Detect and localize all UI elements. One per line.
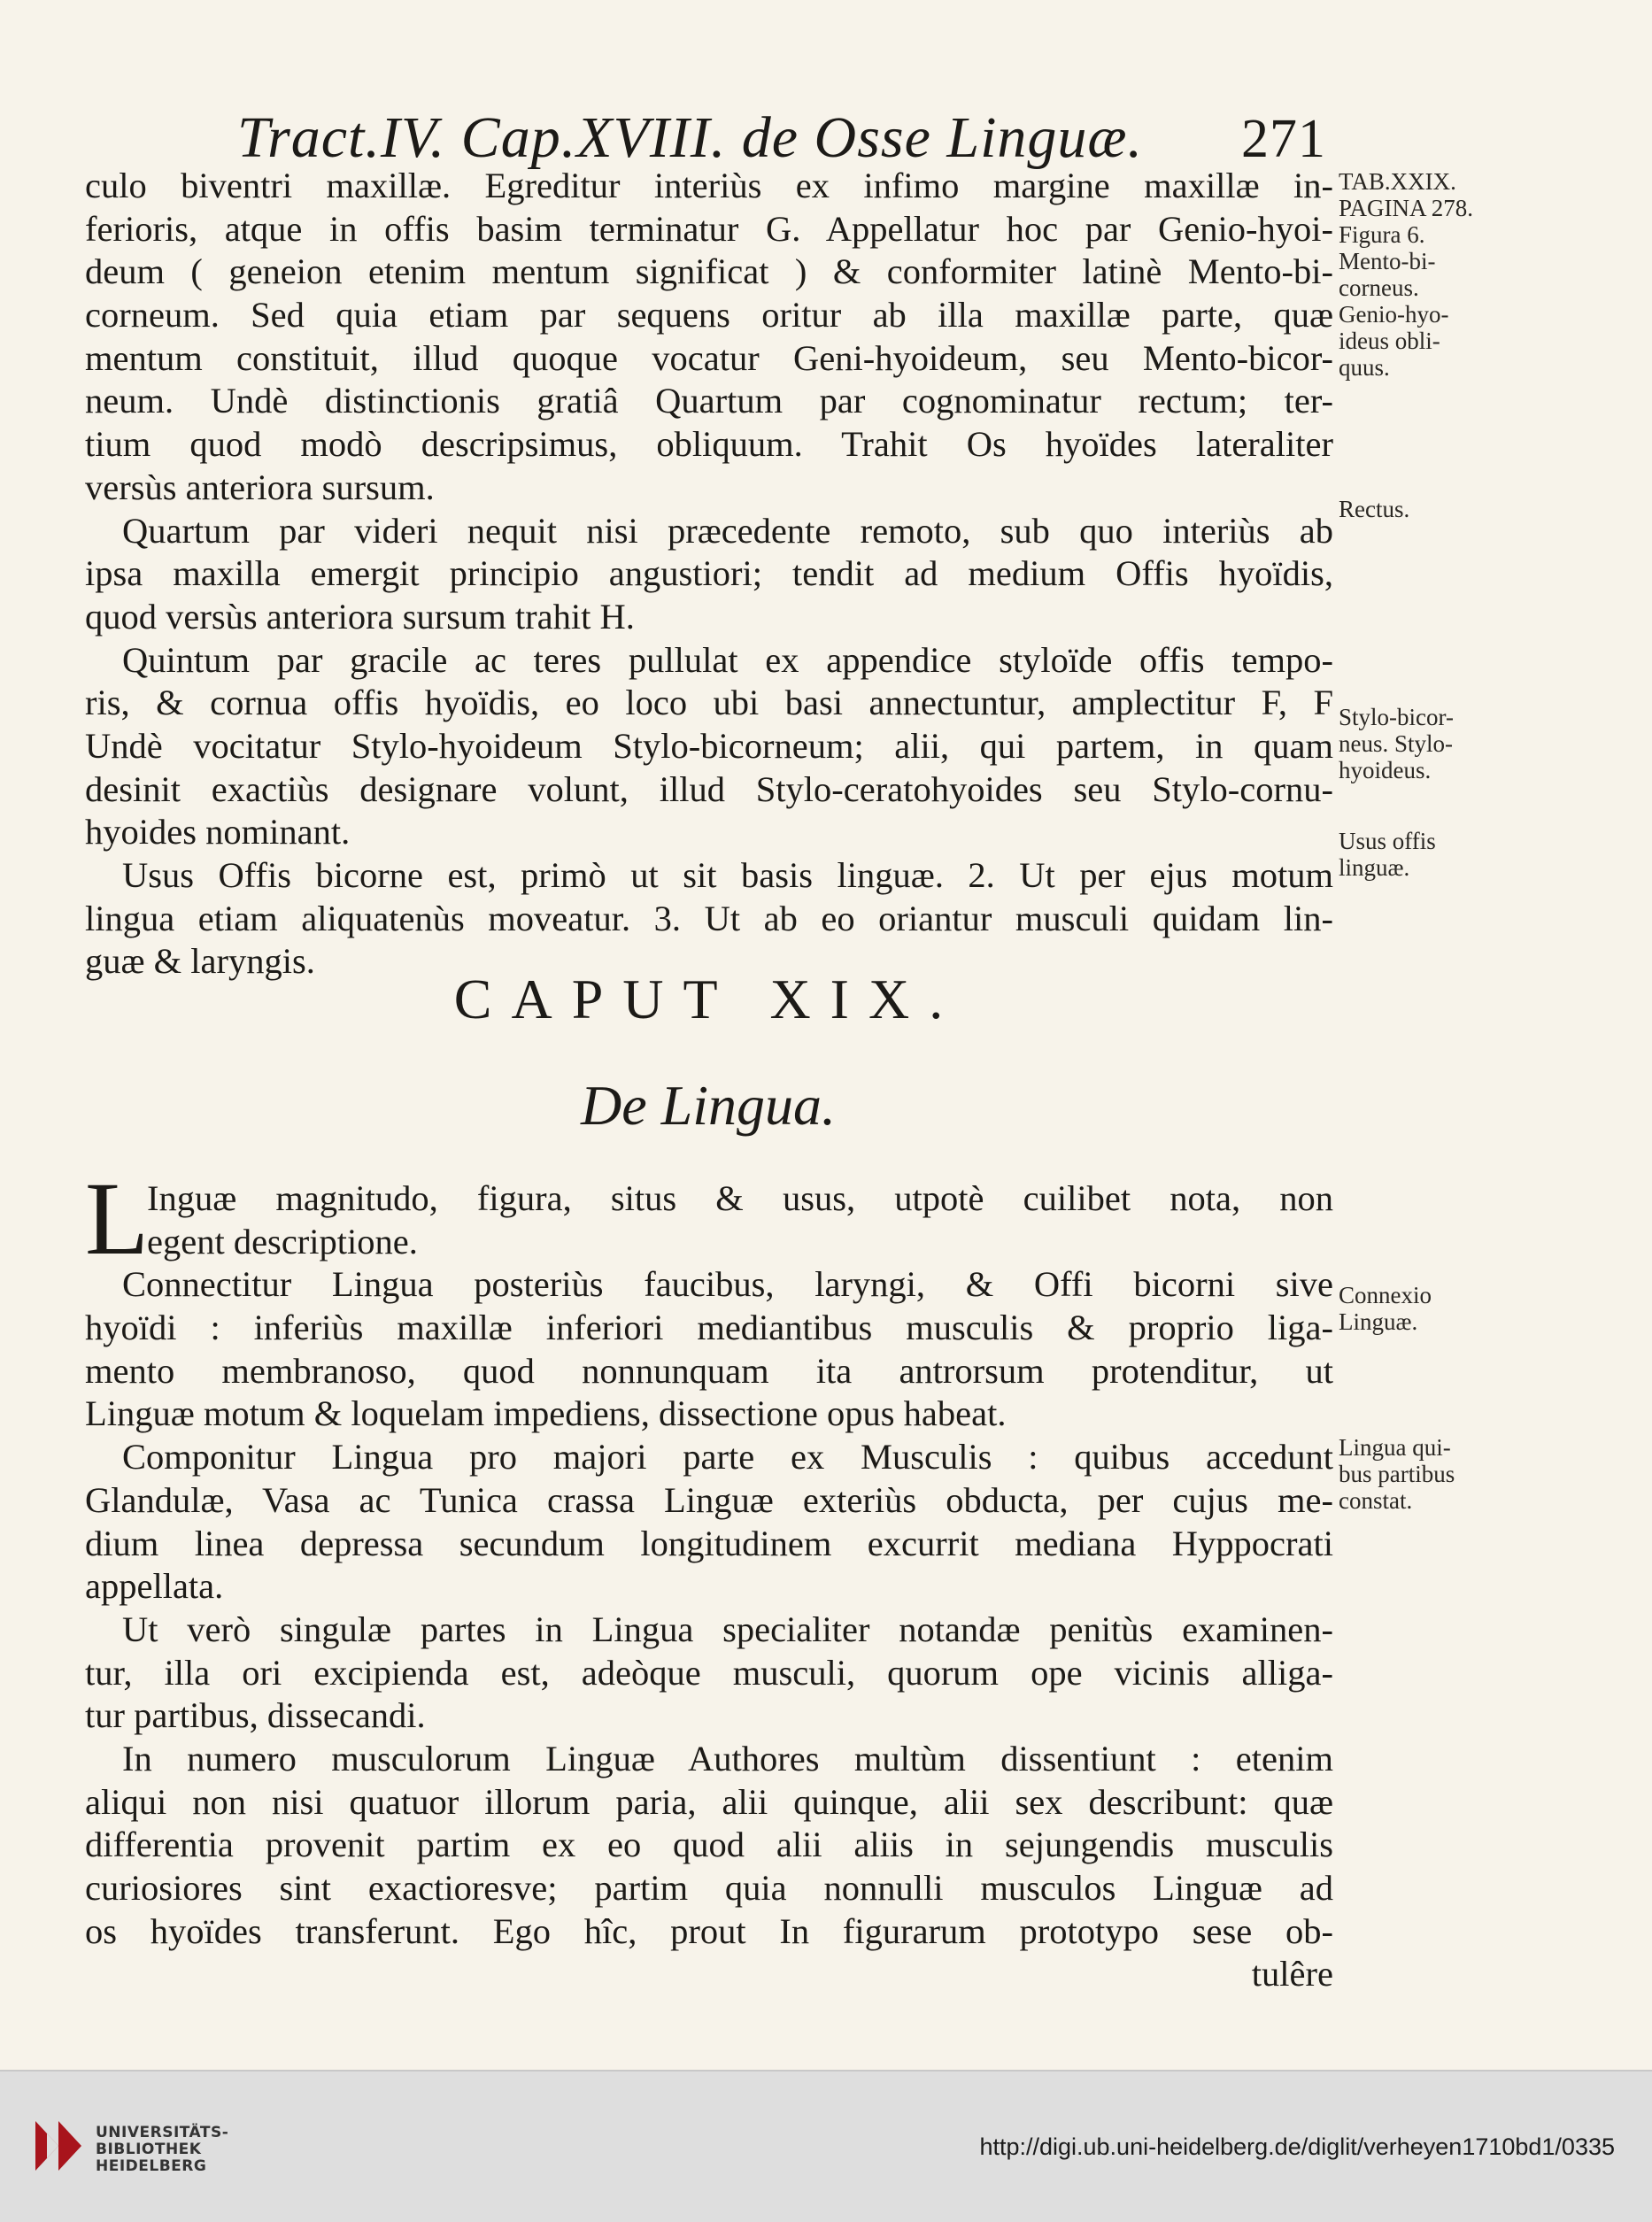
text-line: Componitur Lingua pro majori parte ex Musculis : quibus accedunt: [122, 1437, 1333, 1477]
marginal-note-tab: [1339, 168, 1631, 381]
marginal-line: bus partibus: [1339, 1461, 1455, 1487]
text-line: Quintum par gracile ac teres pullulat ex appendice styloïde offis tempo-: [122, 639, 1333, 680]
catchword: tulêre: [1251, 1954, 1333, 1994]
text-line: In numero musculorum Linguæ Authores multùm dissentiunt : etenim: [122, 1738, 1333, 1778]
top-text-block: [85, 165, 1333, 984]
text-line: lingua etiam aliquatenùs moveatur. 3. Ut ab eo oriantur musculi quidam lin-: [85, 898, 1333, 938]
text-line: mentum constituit, illud quoque vocatur Geni-hyoideum, seu Mento-bicor-: [85, 337, 1333, 378]
bottom-text-block: [85, 1177, 1333, 1996]
text-line: hyoides nominant.: [85, 812, 351, 853]
marginal-note-lingua: [1339, 1434, 1631, 1514]
text-line: os hyoïdes transferunt. Ego hîc, prout In figurarum prototypo sese ob-: [85, 1910, 1333, 1951]
marginal-line: Genio-hyo-: [1339, 301, 1449, 328]
marginal-line: Linguæ.: [1339, 1308, 1418, 1335]
text-line: Inguæ magnitudo, figura, situs & usus, utpotè cuilibet nota, non: [147, 1178, 1333, 1218]
library-logo-icon: [32, 2118, 85, 2174]
text-line: tur partibus, dissecandi.: [85, 1695, 426, 1736]
text-line: curiosiores sint exactioresve; partim quia nonnulli musculos Linguæ ad: [85, 1868, 1333, 1908]
text-line: versùs anteriora sursum.: [85, 467, 435, 507]
marginal-line: neus. Stylo-: [1339, 730, 1454, 757]
text-line: Undè vocitatur Stylo-hyoideum Stylo-bicorneum; alii, qui partem, in quam: [85, 725, 1333, 766]
text-line: guæ & laryngis.: [85, 941, 315, 982]
text-line: mento membranoso, quod nonnunquam ita antrorsum protenditur, ut: [85, 1350, 1333, 1391]
marginal-line: hyoideus.: [1339, 757, 1432, 783]
marginal-note-connexio: [1339, 1282, 1631, 1335]
text-line: Usus Offis bicorne est, primò ut sit basis linguæ. 2. Ut per ejus motum: [122, 855, 1333, 895]
marginal-line: Lingua qui-: [1339, 1434, 1451, 1461]
marginal-note-stylo: [1339, 704, 1631, 783]
permalink-url[interactable]: http://digi.ub.uni-heidelberg.de/diglit/verheyen1710bd1/0335: [979, 2133, 1615, 2160]
library-name: UNIVERSITÄTS- BIBLIOTHEK HEIDELBERG: [96, 2124, 229, 2175]
marginal-line: PAGINA 278.: [1339, 195, 1474, 221]
text-line: ris, & cornua offis hyoïdis, eo loco ubi basi annectuntur, amplectitur F, F: [85, 683, 1333, 723]
text-line: Connectitur Lingua posteriùs faucibus, laryngi, & Offi bicorni sive: [122, 1264, 1333, 1305]
text-line: ipsa maxilla emergit principio angustiori; tendit ad medium Offis hyoïdis,: [85, 553, 1333, 594]
marginal-line: TAB.XXIX.: [1339, 168, 1456, 195]
text-line: desinit exactiùs designare volunt, illud Stylo-ceratohyoides seu Stylo-cornu-: [85, 768, 1333, 809]
marginal-line: quus.: [1339, 354, 1390, 381]
text-line: dium linea depressa secundum longitudinem excurrit mediana Hyppocrati: [85, 1523, 1333, 1563]
text-line: corneum. Sed quia etiam par sequens oritur ab illa maxillæ parte, quæ: [85, 295, 1333, 336]
text-line: neum. Undè distinctionis gratiâ Quartum par cognominatur rectum; ter-: [85, 381, 1333, 421]
text-line: Linguæ motum & loquelam impediens, dissectione opus habeat.: [85, 1393, 1007, 1434]
marginal-line: Figura 6.: [1339, 221, 1425, 248]
marginal-line: Rectus.: [1339, 496, 1410, 522]
marginal-line: Stylo-bicor-: [1339, 704, 1454, 730]
text-line: quod versùs anteriora sursum trahit H.: [85, 596, 635, 637]
marginal-line: linguæ.: [1339, 854, 1410, 881]
text-line: tium quod modò descripsimus, obliquum. Trahit Os hyoïdes lateraliter: [85, 424, 1333, 465]
text-line: Quartum par videri nequit nisi præcedente remoto, sub quo interiùs ab: [122, 510, 1333, 551]
marginal-note-usus: [1339, 828, 1631, 881]
viewer-footer: [0, 2070, 1652, 2222]
marginal-line: constat.: [1339, 1487, 1413, 1514]
chapter-heading: CAPUT XIX.: [453, 968, 963, 1030]
running-head-title: Tract.IV. Cap.XVIII. de Osse Linguæ.: [237, 105, 1143, 170]
marginal-line: Connexio: [1339, 1282, 1432, 1308]
marginal-line: Mento-bi-: [1339, 248, 1436, 274]
running-head: [237, 104, 1326, 172]
text-line: appellata.: [85, 1566, 224, 1607]
text-line: culo biventri maxillæ. Egreditur interiùs ex infimo margine maxillæ in-: [85, 166, 1333, 205]
text-line: differentia provenit partim ex eo quod alii aliis in sejungendis musculis: [85, 1825, 1333, 1865]
text-line: egent descriptione.: [147, 1221, 418, 1261]
page-number: 271: [1241, 109, 1326, 169]
marginal-line: corneus.: [1339, 274, 1419, 301]
text-line: Ut verò singulæ partes in Lingua specialiter notandæ penitùs examinen-: [122, 1609, 1333, 1649]
text-line: hyoïdi : inferiùs maxillæ inferiori mediantibus musculis & proprio liga-: [85, 1308, 1333, 1348]
text-line: ferioris, atque in offis basim terminatur G. Appellatur hoc par Genio-hyoi-: [85, 208, 1333, 249]
marginal-note-rectus: [1339, 496, 1631, 522]
text-line: aliqui non nisi quatuor illorum paria, alii quinque, alii sex describunt: quæ: [85, 1781, 1333, 1822]
marginal-line: Usus offis: [1339, 828, 1436, 854]
text-line: deum ( geneion etenim mentum significat ) & conformiter latinè Mento-bi-: [85, 251, 1333, 292]
drop-capital: L: [85, 1161, 150, 1277]
text-line: Glandulæ, Vasa ac Tunica crassa Linguæ exteriùs obducta, per cujus me-: [85, 1479, 1333, 1520]
chapter-subtitle: De Lingua.: [581, 1074, 836, 1137]
marginal-line: ideus obli-: [1339, 328, 1440, 354]
text-line: tur, illa ori excipienda est, adeòque musculi, quorum ope vicinis alliga-: [85, 1652, 1333, 1693]
